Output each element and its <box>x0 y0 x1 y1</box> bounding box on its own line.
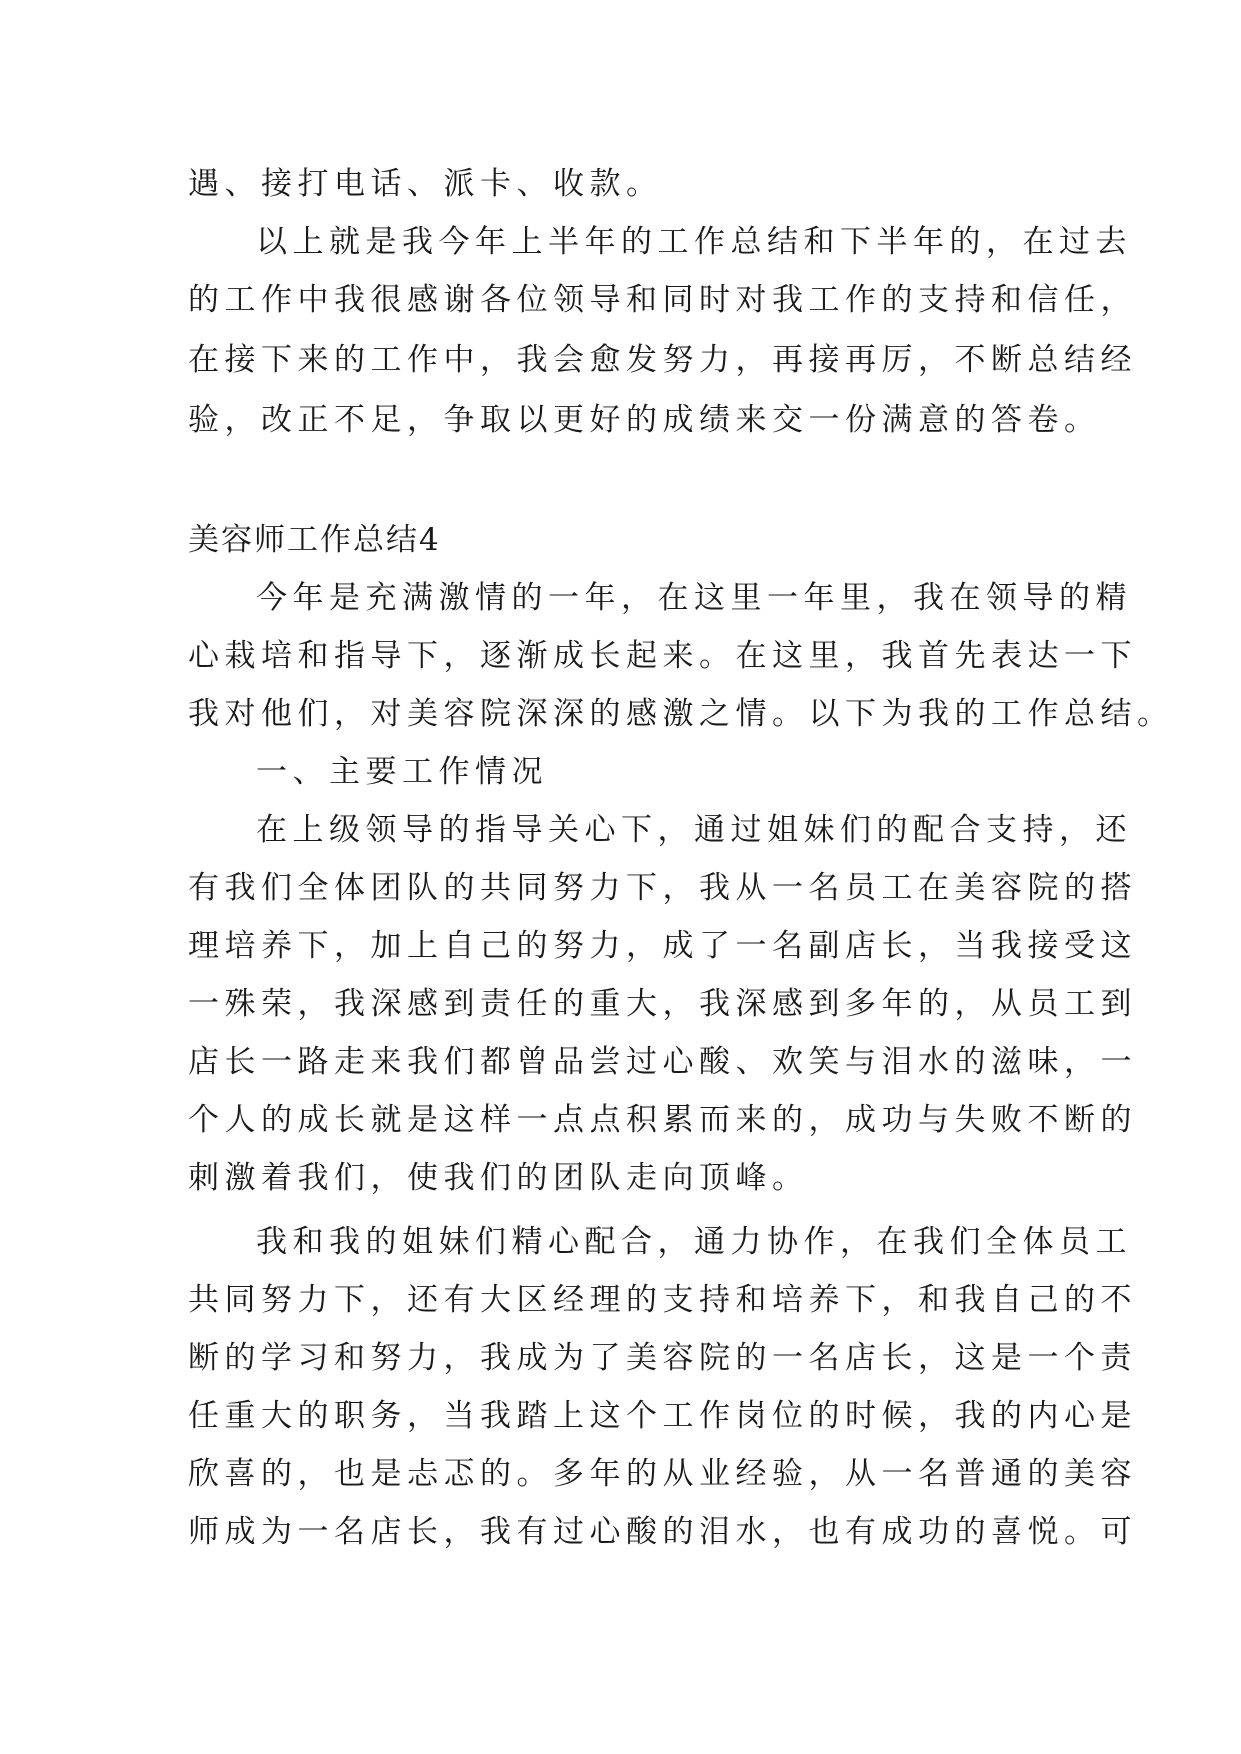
text-line: 我对他们，对美容院深深的感激之情。以下为我的工作总结。 <box>188 696 1174 732</box>
text-line: 店长一路走来我们都曾品尝过心酸、欢笑与泪水的滋味，一 <box>188 1044 1137 1080</box>
text-line: 师成为一名店长，我有过心酸的泪水，也有成功的喜悦。可 <box>188 1514 1137 1550</box>
text-line: 在上级领导的指导关心下，通过姐妹们的配合支持，还 <box>256 812 1132 848</box>
text-line: 共同努力下，还有大区经理的支持和培养下，和我自己的不 <box>188 1282 1137 1318</box>
text-line: 欣喜的，也是忐忑的。多年的从业经验，从一名普通的美容 <box>188 1456 1137 1492</box>
section-heading: 美容师工作总结4 <box>188 522 441 558</box>
text-line: 个人的成长就是这样一点点积累而来的，成功与失败不断的 <box>188 1102 1137 1138</box>
text-line: 的工作中我很感谢各位领导和同时对我工作的支持和信任， <box>188 282 1137 318</box>
text-line: 刺激着我们，使我们的团队走向顶峰。 <box>188 1160 809 1196</box>
text-line: 在接下来的工作中，我会愈发努力，再接再厉，不断总结经 <box>188 342 1137 378</box>
text-line: 理培养下，加上自己的努力，成了一名副店长，当我接受这 <box>188 928 1137 964</box>
text-line: 心栽培和指导下，逐渐成长起来。在这里，我首先表达一下 <box>188 638 1137 674</box>
text-line: 我和我的姐妹们精心配合，通力协作，在我们全体员工 <box>256 1224 1132 1260</box>
text-line: 任重大的职务，当我踏上这个工作岗位的时候，我的内心是 <box>188 1398 1137 1434</box>
text-line: 有我们全体团队的共同努力下，我从一名员工在美容院的搭 <box>188 870 1137 906</box>
subsection-heading: 一、主要工作情况 <box>256 754 548 790</box>
text-line: 遇、接打电话、派卡、收款。 <box>188 166 663 202</box>
text-line: 验，改正不足，争取以更好的成绩来交一份满意的答卷。 <box>188 402 1101 438</box>
text-line: 今年是充满激情的一年，在这里一年里，我在领导的精 <box>256 580 1132 616</box>
text-line: 断的学习和努力，我成为了美容院的一名店长，这是一个责 <box>188 1340 1137 1376</box>
text-line: 以上就是我今年上半年的工作总结和下半年的，在过去 <box>256 224 1132 260</box>
text-line: 一殊荣，我深感到责任的重大，我深感到多年的，从员工到 <box>188 986 1137 1022</box>
